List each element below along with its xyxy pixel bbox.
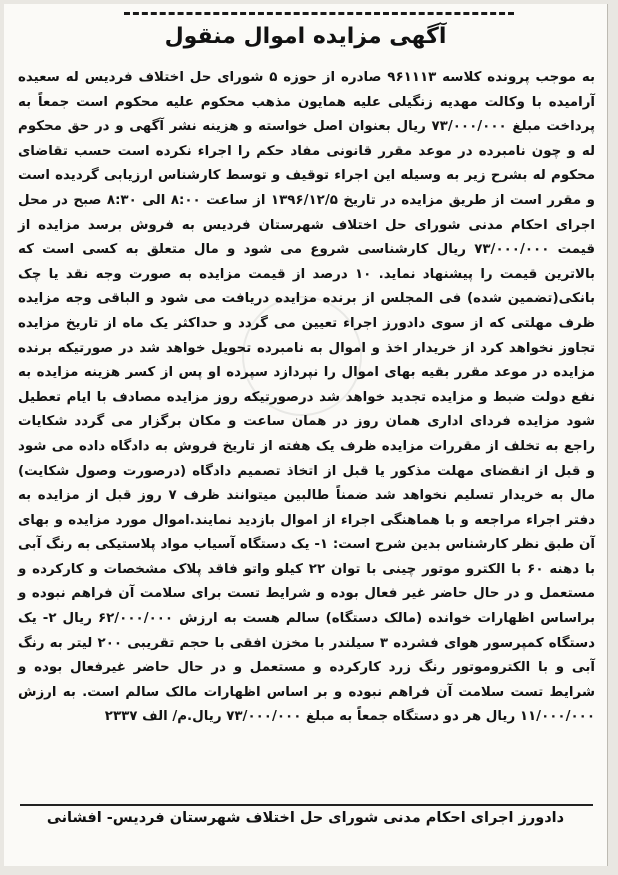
newspaper-clipping [4,4,608,866]
notice-body: به موجب پرونده کلاسه ۹۶۱۱۱۳ صادره از حوزه ۵ شورای حل اختلاف فردیس له سعیده آرامیده با وکالت مهدیه زنگیلی علیه همایون مذهب محکوم علیه محکوم است جمعاً به پرداخت مبلغ ۷۳/۰۰۰/۰۰۰ ریال بعنوان اصل خواسته و هزینه نشر آگهی و در حق محکوم له و چون نامبرده در موعد مقرر قانونی مفاد حکم را اجراء نکرده است حسب تقاضای محکوم له بشرح زیر به وسیله این اجراء توقیف و توسط کارشناس ارزیابی گردیده است و مقرر است از طریق مزایده در تاریخ ۱۳۹۶/۱۲/۵ از ساعت ۸:۰۰ الی ۸:۳۰ صبح در محل اجرای احکام مدنی شورای حل اختلاف شهرستان فردیس به فروش برسد مزایده از قیمت ۷۳/۰۰۰/۰۰۰ ریال کارشناسی شروع می شود و مال متعلق به کسی است که بالاترین قیمت را پیشنهاد نماید. ۱۰ درصد از قیمت مزایده به صورت وجه نقد یا چک بانکی(تضمین شده) فی المجلس از برنده مزایده دریافت می شود و الباقی وجه مزایده ظرف مهلتی که از سوی دادورز اجراء تعیین می گردد و حداکثر یک ماه از تاریخ مزایده تجاوز نخواهد کرد از خریدار اخذ و اموال به نامبرده تحویل خواهد شد در صورتیکه برنده مزایده در موعد مقرر بقیه بهای اموال را نپردازد سپرده او پس از کسر هزینه مزایده به نفع دولت ضبط و مزایده تجدید خواهد شد درصورتیکه روز مزایده مصادف با ایام تعطیل شود مزایده فردای اداری همان روز در همان ساعت و مکان برگزار می گردد شکایات راجع به تخلف از مقررات مزایده ظرف یک هفته از تاریخ فروش به دادگاه داده می شود و قبل از انقضای مهلت مذکور یا قبل از اتخاذ تصمیم دادگاه (درصورت وصول شکایت) مال به خریدار تسلیم نخواهد شد ضمناً طالبین میتوانند ظرف ۷ روز قبل از مزایده به دفتر اجراء مراجعه و با هماهنگی اجراء از اموال بازدید نمایند.اموال مورد مزایده و بهای آن طبق نظر کارشناس بدین شرح است: ۱- یک دستگاه آسیاب مواد پلاستیکی به رنگ آبی با دهنه ۶۰ با الکترو موتور چینی با توان ۲۲ کیلو واتو فاقد پلاک مشخصات و کارکرده و مستعمل و در حال حاضر غیر فعال بوده و شرایط تست برای سلامت آن فراهم نبوده و براساس اظهارات خوانده (مالک دستگاه) سالم هست به ارزش ۶۲/۰۰۰/۰۰۰ ریال ۲- یک دستگاه کمپرسور هوای فشرده ۳ سیلندر با مخزن افقی با حجم تقریبی ۲۰۰ لیتر به رنگ آبی و با الکتروموتور رنگ زرد کارکرده و مستعمل و در حال حاضر غیرفعال بوده و شرایط تست سلامت آن فراهم نبوده و بر اساس اظهارات مالک سالم است. به ارزش ۱۱/۰۰۰/۰۰۰ ریال هر دو دستگاه جمعاً به مبلغ ۷۳/۰۰۰/۰۰۰ ریال.م/ الف ۲۳۳۷ [18,70,596,725]
notice-title: آگهی مزایده اموال منقول [164,24,447,49]
notice-signature: دادورز اجرای احکام مدنی شورای حل اختلاف شهرستان فردیس- افشانی [46,810,565,826]
signature-divider [20,804,593,806]
top-dashed-divider [124,12,514,15]
